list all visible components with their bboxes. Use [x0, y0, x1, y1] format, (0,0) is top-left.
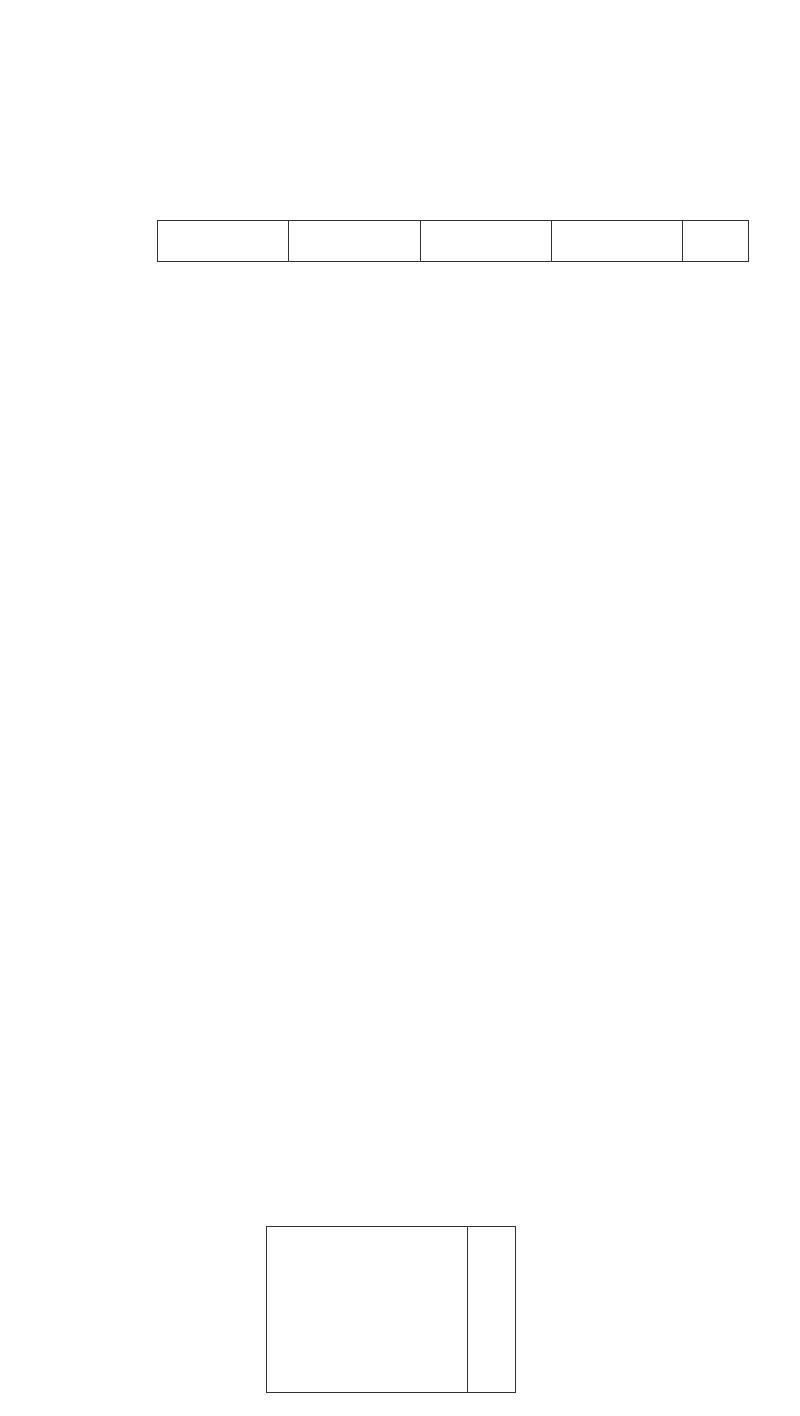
parents-present-table [157, 220, 749, 262]
combined-braces [160, 1047, 760, 1069]
header-entrants [158, 221, 289, 262]
header-leavers [420, 221, 551, 262]
header-8-to-9-years [551, 221, 682, 262]
overall-percentage-cell [467, 1227, 516, 1392]
header-total [683, 221, 749, 262]
header-intermediate [289, 221, 420, 262]
percentage-table [266, 1226, 516, 1393]
